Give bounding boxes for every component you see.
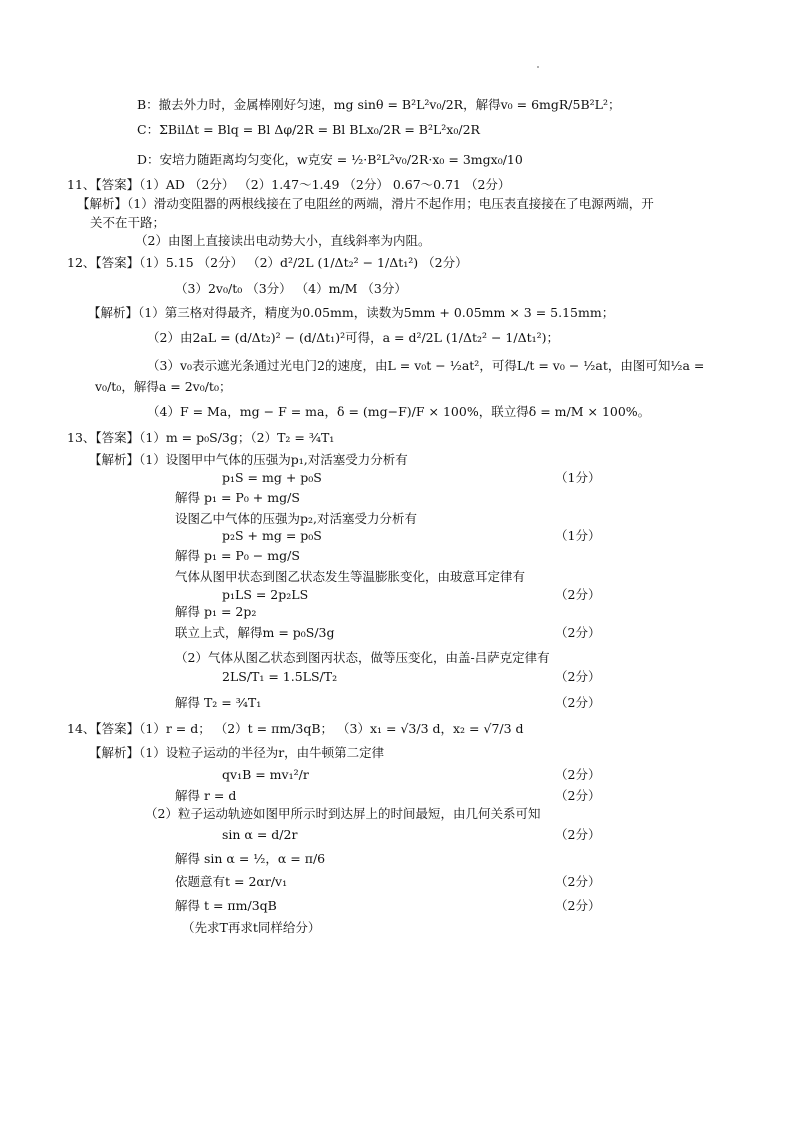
text-line: 解得 p₁ = 2p₂ (175, 604, 257, 619)
text-line: 关不在干路； (90, 215, 166, 230)
score-mark: （1分） (555, 528, 601, 543)
text-line: 依题意有t = 2αr/v₁ (175, 874, 288, 889)
text-line: 12、【答案】（1）5.15 （2分） （2）d²/2L (1/Δt₂² − 1/Δt₁²) （2分） (67, 255, 468, 270)
text-line: qv₁B = mv₁²/r (222, 767, 309, 782)
score-mark: （2分） (555, 669, 601, 684)
text-line: 【解析】（1）设图甲中气体的压强为p₁,对活塞受力分析有 (89, 452, 408, 467)
text-line: 解得 p₁ = P₀ + mg/S (175, 490, 300, 505)
text-line: （2）由2aL = (d/Δt₂)² − (d/Δt₁)²可得，a = d²/2L (1/Δt₂² − 1/Δt₁²)； (147, 330, 560, 345)
text-line: 解得 sin α = ½，α = π/6 (175, 851, 326, 866)
text-line: （3）v₀表示遮光条通过光电门2的速度，由L = v₀t − ½at²，可得L/t = v₀ − ½at，由图可知½a = (147, 358, 705, 373)
text-line: B：撤去外力时，金属棒刚好匀速，mg sinθ = B²L²v₀/2R，解得v₀ = 6mgR/5B²L²； (137, 97, 621, 112)
score-mark: （2分） (555, 898, 601, 913)
text-line: 联立上式，解得m = p₀S/3g (175, 625, 335, 640)
text-line: （2）由图上直接读出电动势大小，直线斜率为内阻。 (135, 233, 431, 248)
text-line: （2）粒子运动轨迹如图甲所示时到达屏上的时间最短，由几何关系可知 (145, 806, 541, 821)
text-line: 解得 p₁ = P₀ − mg/S (175, 548, 300, 563)
text-line: p₂S + mg = p₀S (222, 528, 322, 543)
score-mark: （2分） (555, 827, 601, 842)
text-line: 【解析】（1）第三格对得最齐，精度为0.05mm，读数为5mm + 0.05mm × 3 = 5.15mm； (88, 305, 615, 320)
text-line: （2）气体从图乙状态到图丙状态，做等压变化，由盖-吕萨克定律有 (175, 650, 550, 665)
text-line: 11、【答案】（1）AD （2分） （2）1.47～1.49 （2分） 0.67～0.71 （2分） (67, 177, 511, 192)
text-line: D：安培力随距离均匀变化，w克安 = ½·B²L²v₀/2R·x₀ = 3mgx₀/10 (137, 152, 523, 167)
text-line: C：ΣBilΔt = Blq = Bl Δφ/2R = Bl BLx₀/2R = B²L²x₀/2R (137, 122, 480, 137)
text-line: （3）2v₀/t₀ （3分） （4）m/M （3分） (175, 281, 407, 296)
text-line: 【解析】（1）滑动变阻器的两根线接在了电阻丝的两端，滑片不起作用；电压表直接接在了电源两端，开 (77, 196, 654, 211)
text-line: 解得 t = πm/3qB (175, 898, 277, 913)
text-line: 气体从图甲状态到图乙状态发生等温膨胀变化，由玻意耳定律有 (175, 569, 526, 584)
score-mark: （2分） (555, 695, 601, 710)
score-mark: （2分） (555, 625, 601, 640)
text-line: 解得 T₂ = ¾T₁ (175, 695, 262, 710)
text-line: v₀/t₀，解得a = 2v₀/t₀； (95, 379, 232, 394)
score-mark: （2分） (555, 587, 601, 602)
text-line: （先求T再求t同样给分） (182, 920, 321, 935)
score-mark: （2分） (555, 788, 601, 803)
text-line: p₁S = mg + p₀S (222, 470, 322, 485)
text-line: sin α = d/2r (222, 827, 298, 842)
text-line: 解得 r = d (175, 788, 237, 803)
text-line: 设图乙中气体的压强为p₂,对活塞受力分析有 (175, 511, 417, 526)
text-line: 13、【答案】（1）m = p₀S/3g；（2）T₂ = ¾T₁ (67, 430, 335, 445)
score-mark: （1分） (555, 470, 601, 485)
text-line: （4）F = Ma，mg − F = ma，δ = (mg−F)/F × 100%，联立得δ = m/M × 100%。 (147, 404, 651, 419)
score-mark: （2分） (555, 767, 601, 782)
text-line: 2LS/T₁ = 1.5LS/T₂ (222, 669, 338, 684)
text-line: 14、【答案】（1）r = d； （2）t = πm/3qB； （3）x₁ = √3/3 d，x₂ = √7/3 d (67, 721, 524, 736)
scan-dot (537, 66, 539, 68)
text-line: p₁LS = 2p₂LS (222, 587, 309, 602)
text-line: 【解析】（1）设粒子运动的半径为r，由牛顿第二定律 (89, 745, 385, 760)
score-mark: （2分） (555, 874, 601, 889)
